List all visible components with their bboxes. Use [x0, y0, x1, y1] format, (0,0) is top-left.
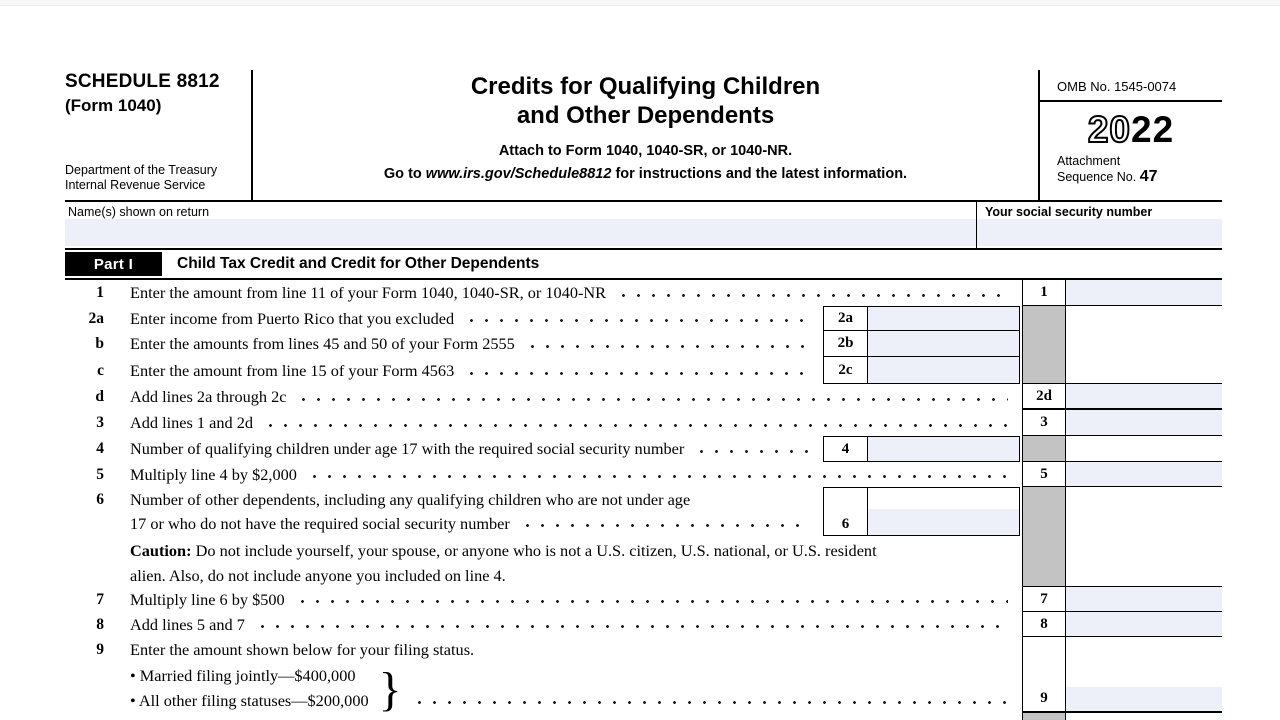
- goto-instruction: [253, 166, 1038, 182]
- line-4-number: 4: [96, 440, 104, 457]
- line-2c-amount-field[interactable]: [868, 357, 1020, 384]
- line-8-amount-field[interactable]: [1066, 612, 1222, 637]
- line-9-amount-column: [1066, 637, 1222, 713]
- line-6-blank-cell: [1066, 487, 1222, 536]
- line-6-text-block: [104, 487, 823, 536]
- line-5-row: [65, 462, 1222, 487]
- caution-text: [104, 536, 1022, 587]
- attachment-label: Attachment: [1057, 154, 1121, 168]
- line-9-text-block: [104, 637, 1022, 716]
- line-7-row: [65, 587, 1222, 612]
- form-title-line-2: and Other Dependents: [516, 102, 775, 129]
- line-2b-box-label: 2b: [823, 331, 868, 357]
- line-9-amount-spacer: [1066, 637, 1222, 687]
- line-2d-row: [65, 384, 1222, 410]
- tax-year-outline: 20: [1087, 109, 1131, 150]
- agency-line-1: Department of the Treasury: [65, 163, 218, 177]
- caution-bold-label: Caution:: [130, 541, 192, 560]
- tax-year: [1040, 109, 1222, 151]
- line-6-amount-field[interactable]: [868, 509, 1019, 535]
- agency-line-2: Internal Revenue Service: [65, 178, 206, 192]
- schedule-number: SCHEDULE 8812: [65, 71, 220, 92]
- dot-leader: [464, 357, 809, 384]
- caution-line-1-text: Do not include yourself, your spouse, or anyone who is not a U.S. citizen, U.S. national, or U.S. resident: [191, 541, 877, 560]
- line-2c-box-label: 2c: [823, 357, 868, 384]
- form-title-line-1: Credits for Qualifying Children: [470, 73, 821, 100]
- line-3-number: 3: [96, 414, 104, 431]
- dot-leader: [525, 331, 809, 357]
- part-1-badge: Part I: [65, 252, 162, 276]
- line-6-text-line-1: Number of other dependents, including any qualifying children who are not under age: [130, 489, 691, 509]
- line-5-text: Multiply line 4 by $2,000: [130, 464, 297, 484]
- line-6-field-area: [868, 488, 1019, 535]
- name-input[interactable]: [65, 219, 976, 246]
- line-9-bullet-2: • All other filing statuses—$200,000: [130, 690, 369, 710]
- line-6-inner-box: [823, 487, 1020, 536]
- line-1-box-label: 1: [1022, 280, 1066, 306]
- line-6-field-spacer: [868, 488, 1019, 509]
- line-1-text: Enter the amount from line 11 of your Form 1040, 1040-SR, or 1040-NR: [130, 283, 607, 302]
- line-3-amount-field[interactable]: [1066, 410, 1222, 436]
- line-4-amount-field[interactable]: [868, 436, 1020, 462]
- part-1-title: Child Tax Credit and Credit for Other Dependents: [177, 255, 540, 272]
- partial-next-row: [65, 713, 1222, 720]
- line-5-number: 5: [96, 465, 104, 483]
- form-header-left: [65, 70, 253, 200]
- line-4-shaded-cell: [1022, 436, 1066, 462]
- name-section: [65, 202, 976, 248]
- line-7-text: Multiply line 6 by $500: [130, 589, 285, 609]
- line-9-row: [65, 637, 1222, 716]
- name-label: Name(s) shown on return: [68, 205, 210, 219]
- dot-leader: [412, 688, 1008, 713]
- line-2c-blank-cell: [1066, 357, 1222, 384]
- line-2d-box-label: 2d: [1022, 384, 1066, 410]
- line-2a-text: Enter income from Puerto Rico that you excluded: [130, 308, 455, 328]
- line-2b-number: b: [95, 335, 104, 352]
- caution-line-2: alien. Also, do not include anyone you included on line 4.: [130, 566, 506, 585]
- line-6-box-label: 6: [824, 488, 868, 535]
- tax-year-bold: 22: [1131, 109, 1175, 150]
- line-2d-number: d: [95, 388, 104, 405]
- line-9-number: 9: [96, 641, 104, 658]
- line-7-amount-field[interactable]: [1066, 587, 1222, 612]
- line-4-box-label: 4: [823, 436, 868, 462]
- line-2c-text: Enter the amount from line 15 of your Form 4563: [130, 360, 455, 380]
- line-8-box-label: 8: [1022, 612, 1066, 637]
- ssn-label: Your social security number: [985, 205, 1153, 219]
- line-2d-text: Add lines 2a through 2c: [130, 387, 287, 406]
- dot-leader: [263, 410, 1008, 436]
- line-6-text-line-2: [104, 512, 823, 536]
- line-3-text: Add lines 1 and 2d: [130, 413, 253, 432]
- line-6-row: [65, 487, 1222, 536]
- line-9-bullet-1: • Married filing jointly—$400,000: [130, 666, 356, 685]
- line-5-box-label: 5: [1022, 462, 1066, 487]
- line-2a-blank-cell: [1066, 306, 1222, 331]
- attachment-sequence: [1040, 154, 1222, 185]
- dot-leader: [295, 587, 1008, 612]
- agency-name: [65, 163, 217, 193]
- line-2a-box-label: 2a: [823, 306, 868, 331]
- line-6-number: 6: [96, 491, 104, 508]
- line-1-amount-field[interactable]: [1066, 280, 1222, 306]
- line-9-box-label: 9: [1022, 637, 1066, 713]
- form-header: [65, 70, 1222, 200]
- line-6-shaded-cell: [1022, 487, 1066, 536]
- partial-blank-cell: [1066, 713, 1222, 720]
- sequence-number: 47: [1139, 168, 1158, 185]
- dot-leader: [296, 384, 1008, 410]
- line-3-box-label: 3: [1022, 410, 1066, 436]
- identity-row: [65, 200, 1222, 250]
- attach-instruction: Attach to Form 1040, 1040-SR, or 1040-NR.: [498, 143, 793, 159]
- dot-leader: [616, 280, 1008, 306]
- top-strip: [0, 0, 1280, 6]
- form-reference: (Form 1040): [65, 96, 162, 115]
- dot-leader: [520, 512, 809, 536]
- sequence-label: Sequence No.: [1057, 170, 1140, 184]
- goto-suffix: for instructions and the latest information.: [611, 166, 908, 182]
- ssn-section: [976, 202, 1222, 248]
- partial-shaded-cell: [1022, 713, 1066, 720]
- form-title: [253, 70, 1038, 130]
- irs-url-link[interactable]: www.irs.gov/Schedule8812: [425, 166, 612, 182]
- line-8-number: 8: [96, 615, 104, 633]
- line-3-row: [65, 410, 1222, 436]
- omb-number: OMB No. 1545-0074: [1040, 70, 1222, 102]
- form-header-center: [253, 70, 1038, 200]
- caution-blank-cell: [1066, 536, 1222, 587]
- caution-line-1: [130, 538, 1022, 563]
- line-2c-row: [65, 357, 1222, 384]
- dot-leader: [307, 462, 1008, 487]
- goto-prefix: Go to: [383, 166, 426, 182]
- line-2b-shaded-cell: [1022, 331, 1066, 357]
- ssn-input[interactable]: [977, 219, 1222, 246]
- line-2a-row: [65, 306, 1222, 331]
- line-7-box-label: 7: [1022, 587, 1066, 612]
- form-body: [65, 280, 1222, 720]
- dot-leader: [255, 612, 1008, 637]
- line-4-row: [65, 436, 1222, 462]
- line-2d-amount-field[interactable]: [1066, 384, 1222, 410]
- dot-leader: [694, 436, 809, 462]
- caution-row: [65, 536, 1222, 587]
- line-2b-blank-cell: [1066, 331, 1222, 357]
- line-4-blank-cell: [1066, 436, 1222, 462]
- line-2b-row: [65, 331, 1222, 357]
- line-2a-number: 2a: [88, 309, 104, 327]
- line-2c-shaded-cell: [1022, 357, 1066, 384]
- line-1-number: 1: [96, 284, 104, 301]
- line-2b-text: Enter the amounts from lines 45 and 50 of your Form 2555: [130, 334, 515, 353]
- line-2a-shaded-cell: [1022, 306, 1066, 331]
- line-8-row: [65, 612, 1222, 637]
- dot-leader: [464, 306, 809, 331]
- line-9-text: Enter the amount shown below for your filing status.: [130, 640, 475, 659]
- form-header-right: [1038, 70, 1222, 200]
- line-2b-amount-field[interactable]: [868, 331, 1020, 357]
- line-2c-number: c: [97, 361, 104, 379]
- line-4-text: Number of qualifying children under age 17 with the required social security number: [130, 439, 685, 458]
- brace-glyph: }: [378, 663, 402, 716]
- line-8-text: Add lines 5 and 7: [130, 614, 245, 634]
- caution-shaded-cell: [1022, 536, 1066, 587]
- line-9-amount-field[interactable]: [1066, 687, 1222, 711]
- line-6-text-line-2-label: 17 or who do not have the required social security number: [130, 514, 510, 533]
- line-2a-amount-field[interactable]: [868, 306, 1020, 331]
- part-1-header: [65, 250, 1222, 280]
- caution-left-spacer: [65, 536, 104, 587]
- line-1-row: [65, 280, 1222, 306]
- partial-row-spacer: [65, 713, 1022, 720]
- line-7-number: 7: [96, 590, 104, 608]
- line-5-amount-field[interactable]: [1066, 462, 1222, 487]
